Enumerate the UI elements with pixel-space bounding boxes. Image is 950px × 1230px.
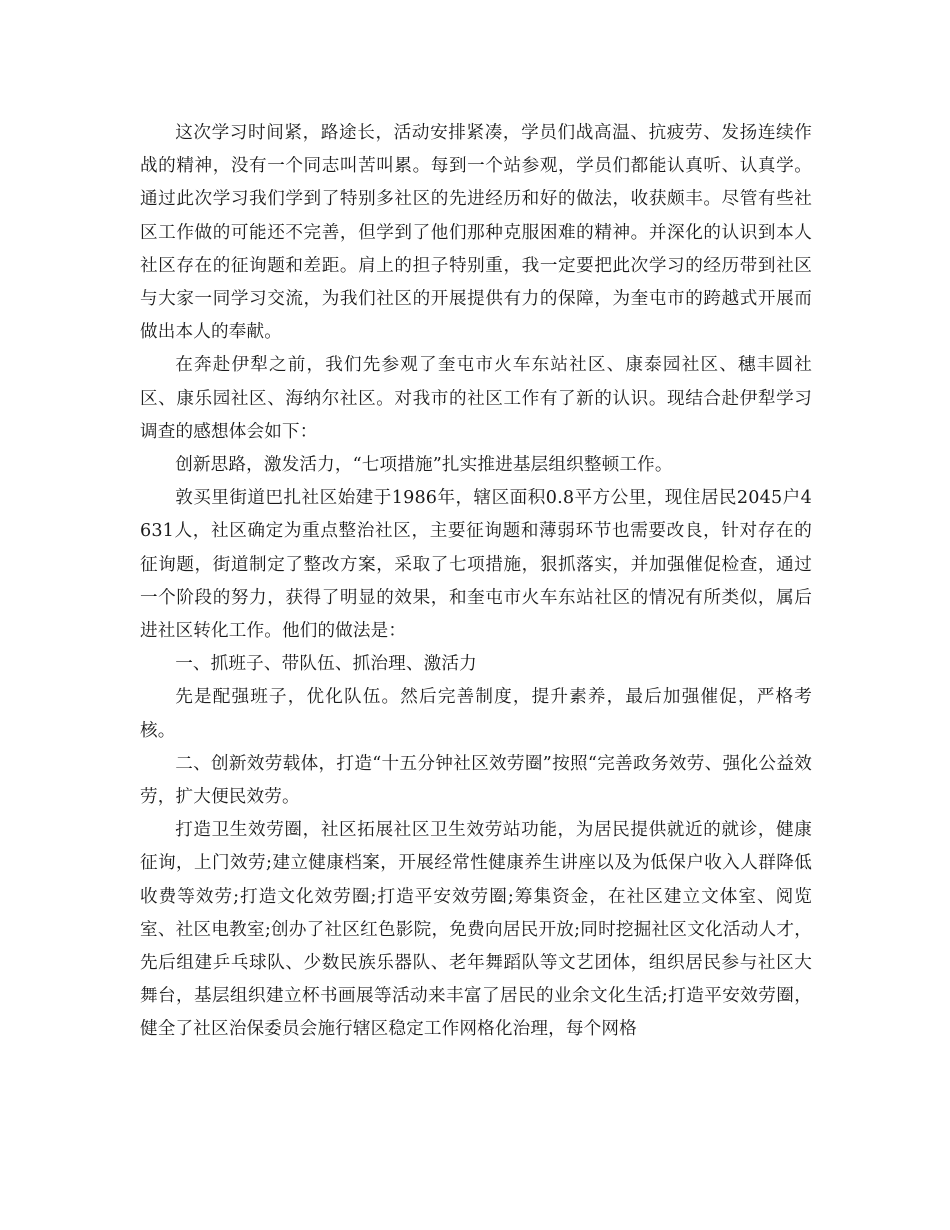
paragraph-bazha-community: 敦买里街道巴扎社区始建于1986年，辖区面积0.8平方公里，现住居民2045户4631人，社区确定为重点整治社区，主要征询题和薄弱环节也需要改良，针对存在的征询题，街道制定了整改方案，采取了七项措施，狠抓落实，并加强催促检查，通过一个阶段的努力，获得了明显的效果，和奎屯市火车东站社区的情况有所类似，属后进社区转化工作。他们的做法是：	[140, 488, 812, 642]
document-body	[140, 117, 812, 1047]
paragraph-service-circles: 打造卫生效劳圈，社区拓展社区卫生效劳站功能，为居民提供就近的就诊，健康征询，上门效劳;建立健康档案，开展经常性健康养生讲座以及为低保户收入人群降低收费等效劳;打造文化效劳圈;打造平安效劳圈;筹集资金，在社区建立文体室、阅览室、社区电教室;创办了社区红色影院，免费向居民开放;同时挖掘社区文化活动人才，先后组建乒乓球队、少数民族乐器队、老年舞蹈队等文艺团体，组织居民参与社区大舞台，基层组织建立杯书画展等活动来丰富了居民的业余文化生活;打造平安效劳圈，健全了社区治保委员会施行辖区稳定工作网格化治理，每个网格	[140, 820, 812, 1040]
paragraph-section-one-body: 先是配强班子，优化队伍。然后完善制度，提升素养，最后加强催促，严格考核。	[140, 687, 812, 741]
paragraph-section-two-heading: 二、创新效劳载体，打造“十五分钟社区效劳圈”按照“完善政务效劳、强化公益效劳，扩大便民效劳。	[140, 753, 812, 808]
paragraph-visit-communities: 在奔赴伊犁之前，我们先参观了奎屯市火车东站社区、康泰园社区、穗丰圆社区、康乐园社区、海纳尔社区。对我市的社区工作有了新的认识。现结合赴伊犁学习调查的感想体会如下：	[140, 355, 812, 442]
paragraph-seven-measures-heading: 创新思路，激发活力，“七项措施”扎实推进基层组织整顿工作。	[175, 455, 673, 476]
paragraph-section-one-heading: 一、抓班子、带队伍、抓治理、激活力	[175, 654, 477, 675]
paragraph-study-summary: 这次学习时间紧，路途长，活动安排紧凑，学员们战高温、抗疲劳、发扬连续作战的精神，没有一个同志叫苦叫累。每到一个站参观，学员们都能认真听、认真学。通过此次学习我们学到了特别多社区的先进经历和好的做法，收获颇丰。尽管有些社区工作做的可能还不完善，但学到了他们那种克服困难的精神。并深化的认识到本人社区存在的征询题和差距。肩上的担子特别重，我一定要把此次学习的经历带到社区与大家一同学习交流，为我们社区的开展提供有力的保障，为奎屯市的跨越式开展而做出本人的奉献。	[140, 123, 812, 343]
